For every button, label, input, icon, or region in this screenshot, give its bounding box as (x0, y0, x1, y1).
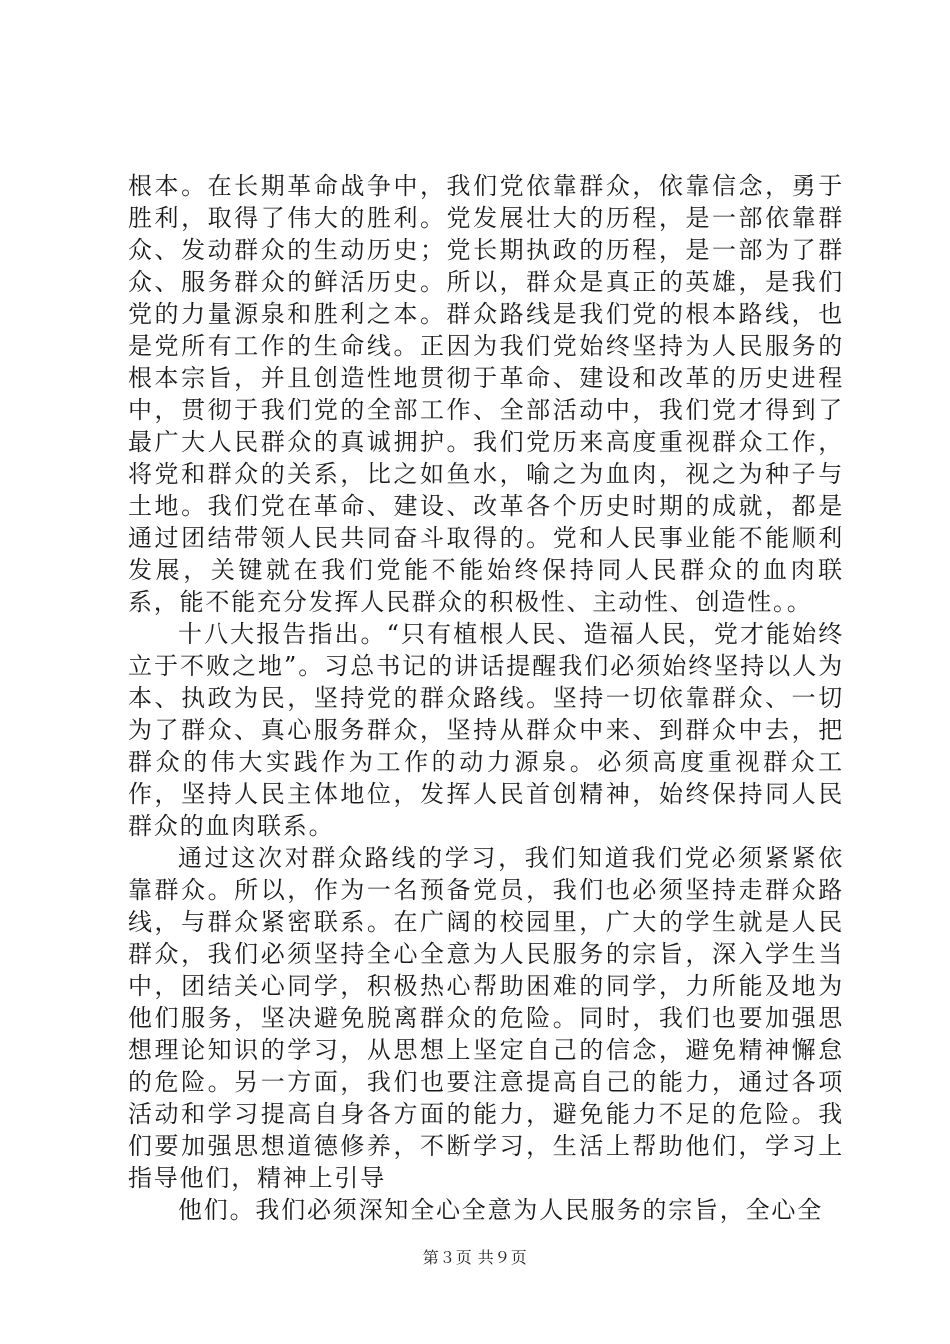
paragraph-2: 十八大报告指出。“只有植根人民、造福人民，党才能始终立于不败之地”。习总书记的讲话提醒我们必须始终坚持以人为本、执政为民，坚持党的群众路线。坚持一切依靠群众、一切为了群众、真心服务群众，坚持从群众中来、到群众中去，把群众的伟大实践作为工作的动力源泉。必须高度重视群众工作，坚持人民主体地位，发挥人民首创精神，始终保持同人民群众的血肉联系。 (128, 620, 844, 840)
document-body (128, 170, 844, 1226)
paragraph-1: 根本。在长期革命战争中，我们党依靠群众，依靠信念，勇于胜利，取得了伟大的胜利。党发展壮大的历程，是一部依靠群众、发动群众的生动历史；党长期执政的历程，是一部为了群众、服务群众的鲜活历史。所以，群众是真正的英雄，是我们党的力量源泉和胜利之本。群众路线是我们党的根本路线，也是党所有工作的生命线。正因为我们党始终坚持为人民服务的根本宗旨，并且创造性地贯彻于革命、建设和改革的历史进程中，贯彻于我们党的全部工作、全部活动中，我们党才得到了最广大人民群众的真诚拥护。我们党历来高度重视群众工作，将党和群众的关系，比之如鱼水，喻之为血肉，视之为种子与土地。我们党在革命、建设、改革各个历史时期的成就，都是通过团结带领人民共同奋斗取得的。党和人民事业能不能顺利发展，关键就在我们党能不能始终保持同人民群众的血肉联系，能不能充分发挥人民群众的积极性、主动性、创造性。。 (128, 172, 844, 616)
paragraph-3: 通过这次对群众路线的学习，我们知道我们党必须紧紧依靠群众。所以，作为一名预备党员，我们也必须坚持走群众路线，与群众紧密联系。在广阔的校园里，广大的学生就是人民群众，我们必须坚持全心全意为人民服务的宗旨，深入学生当中，团结关心同学，积极热心帮助困难的同学，力所能及地为他们服务，坚决避免脱离群众的危险。同时，我们也要加强思想理论知识的学习，从思想上坚定自己的信念，避免精神懈怠的危险。另一方面，我们也要注意提高自己的能力，通过各项活动和学习提高自身各方面的能力，避免能力不足的危险。我们要加强思想道德修养，不断学习，生活上帮助他们，学习上指导他们，精神上引导 (128, 844, 844, 1192)
paragraph-4: 他们。我们必须深知全心全意为人民服务的宗旨，全心全 (178, 1196, 823, 1224)
page-number-footer: 第３页 共９页 (422, 1248, 528, 1267)
